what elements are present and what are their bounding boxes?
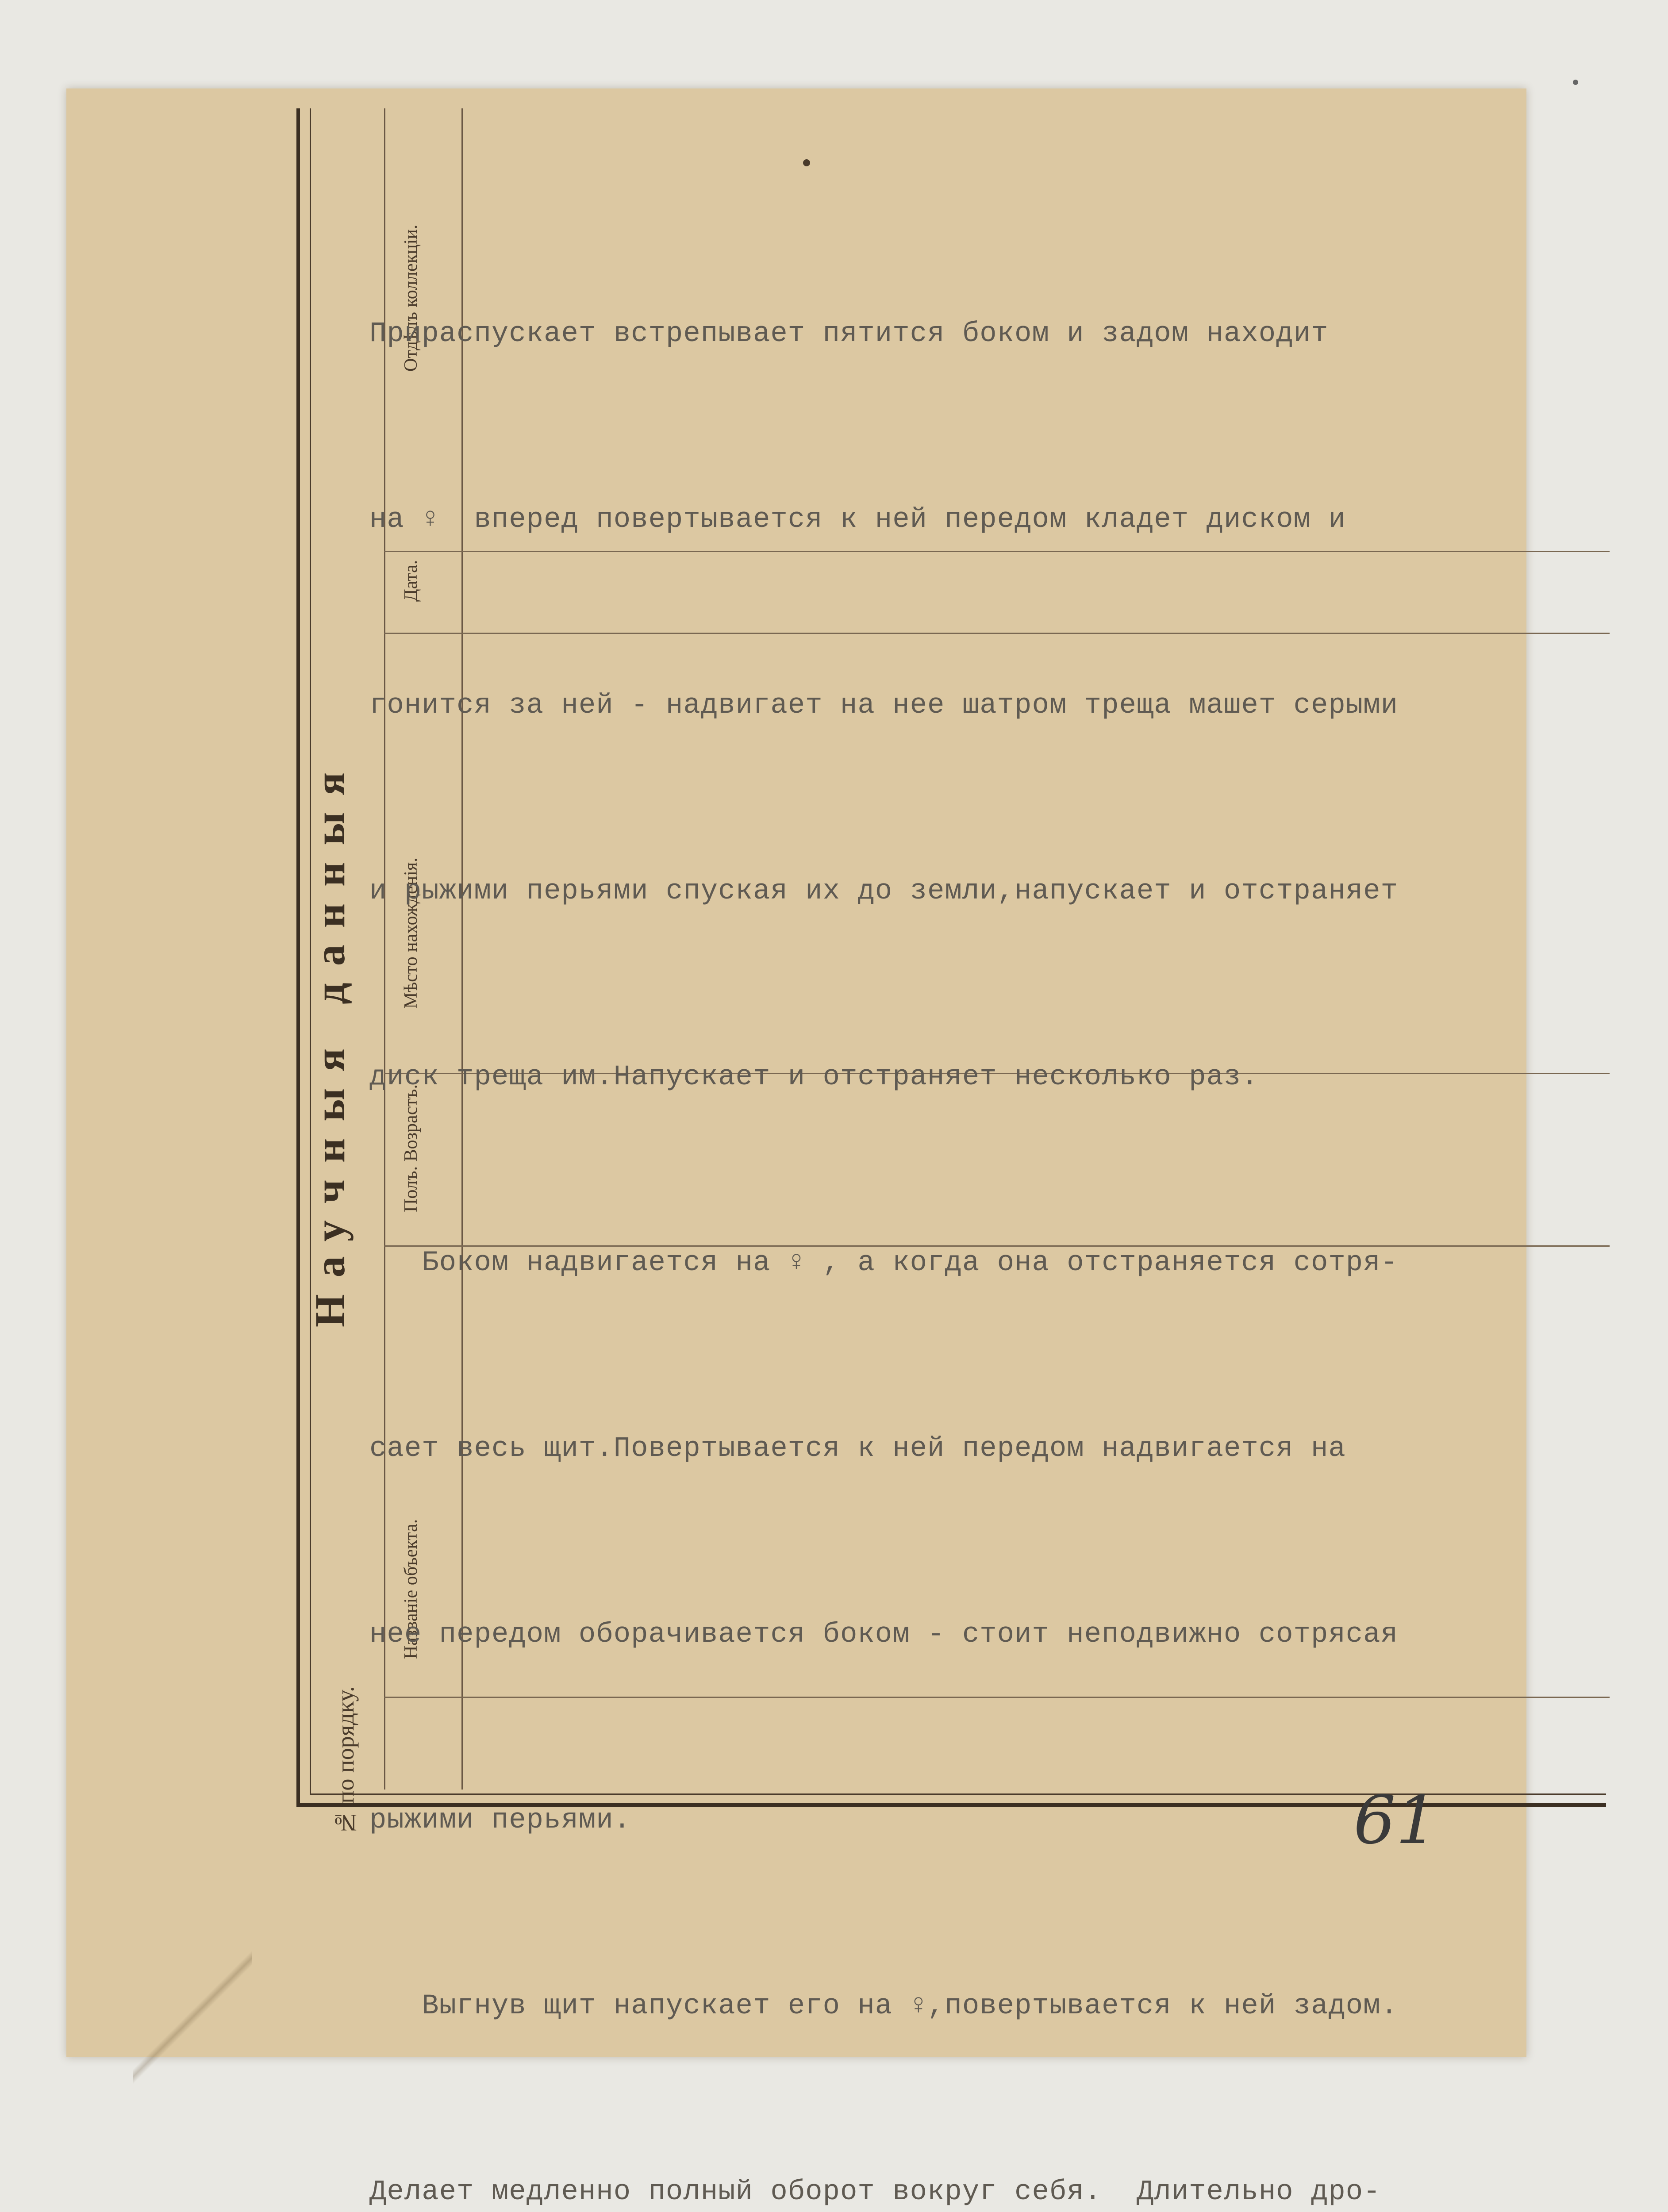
punch-dot xyxy=(803,159,810,166)
text-line: на ♀ вперед повертывается к ней передом кладет диском и xyxy=(369,504,1346,536)
text-line: нее передом оборачивается боком - стоит неподвижно сотрясая xyxy=(369,1619,1398,1651)
corner-fold xyxy=(133,1889,252,2146)
object-name-label: Названіе объекта. xyxy=(401,1519,421,1659)
place-found-label: Мѣсто нахожденія. xyxy=(401,857,421,1009)
collection-department-label: Отдѣлъ коллекціи. xyxy=(401,224,421,372)
text-line: диск треща им.Напускает и отстраняет несколько раз. xyxy=(369,1061,1259,1093)
text-line: Делает медленно полный оборот вокруг себя. Длительно дро- xyxy=(369,2176,1381,2208)
number-in-order-label: № по порядку. xyxy=(332,1686,359,1836)
text-line: сает весь щит.Повертывается к ней передом надвигается на xyxy=(369,1433,1346,1465)
text-line: Выгнув щит напускает его на ♀,повертывается к ней задом. xyxy=(369,1990,1398,2022)
text-line: Прираспускает встрепывает пятится боком и задом находит xyxy=(369,318,1329,350)
text-line: рыжими перьями. xyxy=(369,1805,631,1836)
typewritten-text xyxy=(369,179,1537,2212)
scientific-data-heading: Научныя данныя xyxy=(306,755,354,1327)
text-line: Боком надвигается на ♀ , а когда она отстраняется сотря- xyxy=(369,1247,1398,1279)
handwritten-page-number: 61 xyxy=(1353,1782,1438,1859)
text-line: и рыжими перьями спуская их до земли,напускает и отстраняет xyxy=(369,876,1398,907)
sex-age-label: Полъ. Возрастъ. xyxy=(401,1084,421,1212)
date-label: Дата. xyxy=(401,560,421,602)
text-line: гонится за ней - надвигает на нее шатром треща машет серыми xyxy=(369,690,1398,722)
scan-speck xyxy=(1573,80,1578,85)
